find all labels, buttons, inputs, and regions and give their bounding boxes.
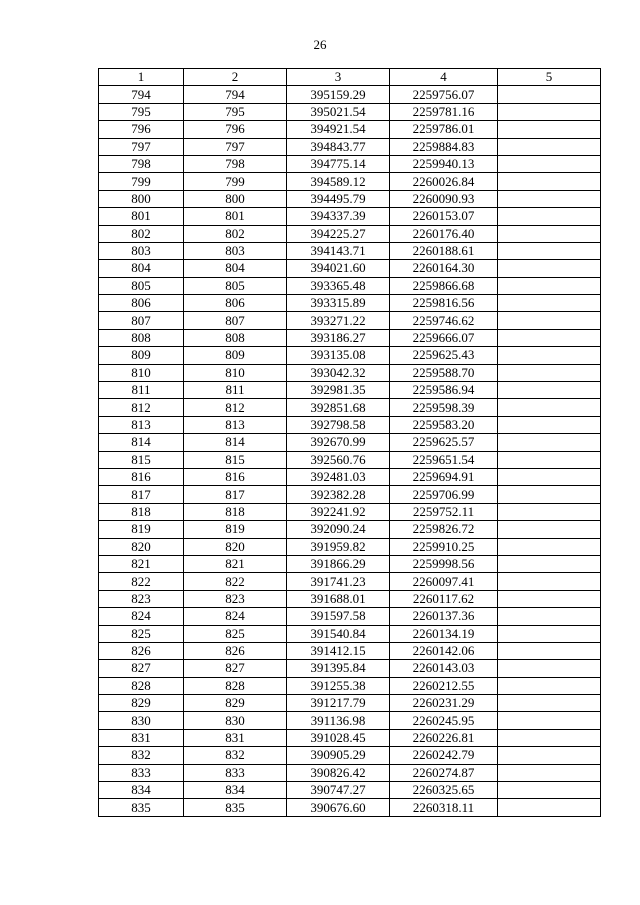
- table-cell: 817: [99, 486, 184, 503]
- table-cell: 392382.28: [287, 486, 390, 503]
- table-row: [99, 399, 601, 416]
- table-cell: 2259884.83: [390, 138, 498, 155]
- table-cell: 2260318.11: [390, 799, 498, 816]
- table-row: [99, 382, 601, 399]
- table-row: [99, 434, 601, 451]
- table-cell: [498, 764, 601, 781]
- table-cell: 800: [184, 190, 287, 207]
- table-row: [99, 695, 601, 712]
- table-row: [99, 590, 601, 607]
- table-cell: 2259816.56: [390, 295, 498, 312]
- table-cell: 391395.84: [287, 660, 390, 677]
- table-cell: 826: [99, 642, 184, 659]
- table-cell: 807: [99, 312, 184, 329]
- table-cell: 2260226.81: [390, 729, 498, 746]
- table-cell: 815: [99, 451, 184, 468]
- table-cell: 390826.42: [287, 764, 390, 781]
- table-cell: 795: [99, 103, 184, 120]
- table-cell: 805: [99, 277, 184, 294]
- table-cell: 824: [99, 608, 184, 625]
- table-cell: 797: [184, 138, 287, 155]
- table-cell: 394143.71: [287, 242, 390, 259]
- table-cell: [498, 712, 601, 729]
- table-cell: 394021.60: [287, 260, 390, 277]
- table-cell: 391540.84: [287, 625, 390, 642]
- table-cell: 794: [184, 86, 287, 103]
- table-cell: 2259706.99: [390, 486, 498, 503]
- table-cell: 2260026.84: [390, 173, 498, 190]
- table-cell: 822: [184, 573, 287, 590]
- table-cell: 2259583.20: [390, 416, 498, 433]
- table-row: [99, 660, 601, 677]
- table-cell: 804: [99, 260, 184, 277]
- table-cell: 818: [99, 503, 184, 520]
- table-cell: 810: [184, 364, 287, 381]
- table-cell: [498, 242, 601, 259]
- table-header-row: [99, 69, 601, 86]
- table-cell: 834: [99, 782, 184, 799]
- table-cell: 2259910.25: [390, 538, 498, 555]
- table-cell: 832: [184, 747, 287, 764]
- table-row: [99, 86, 601, 103]
- table-row: [99, 538, 601, 555]
- table-cell: 798: [184, 155, 287, 172]
- table-cell: 796: [99, 121, 184, 138]
- table-cell: 390747.27: [287, 782, 390, 799]
- table-cell: 795: [184, 103, 287, 120]
- table-cell: 390676.60: [287, 799, 390, 816]
- table-cell: 391136.98: [287, 712, 390, 729]
- table-cell: 798: [99, 155, 184, 172]
- table-row: [99, 608, 601, 625]
- column-header: 1: [99, 69, 184, 86]
- table-cell: 2259866.68: [390, 277, 498, 294]
- column-header: 3: [287, 69, 390, 86]
- table-cell: 2259586.94: [390, 382, 498, 399]
- table-row: [99, 295, 601, 312]
- table-cell: 833: [184, 764, 287, 781]
- table-row: [99, 782, 601, 799]
- table-cell: 2260274.87: [390, 764, 498, 781]
- table-cell: 821: [99, 555, 184, 572]
- table-cell: 830: [99, 712, 184, 729]
- table-cell: 2259625.57: [390, 434, 498, 451]
- table-cell: 818: [184, 503, 287, 520]
- table-cell: 825: [99, 625, 184, 642]
- table-cell: 2259598.39: [390, 399, 498, 416]
- coordinates-table: [98, 68, 601, 817]
- table-cell: 813: [184, 416, 287, 433]
- table-cell: [498, 642, 601, 659]
- column-header: 2: [184, 69, 287, 86]
- table-row: [99, 521, 601, 538]
- table-cell: 812: [99, 399, 184, 416]
- table-cell: [498, 382, 601, 399]
- table-cell: [498, 782, 601, 799]
- table-row: [99, 312, 601, 329]
- table-cell: 392670.99: [287, 434, 390, 451]
- table-cell: 2259651.54: [390, 451, 498, 468]
- table-cell: 392560.76: [287, 451, 390, 468]
- table-cell: 835: [99, 799, 184, 816]
- table-cell: 796: [184, 121, 287, 138]
- table-row: [99, 260, 601, 277]
- table-row: [99, 677, 601, 694]
- table-cell: 829: [184, 695, 287, 712]
- column-header: 4: [390, 69, 498, 86]
- table-cell: 2259752.11: [390, 503, 498, 520]
- table-cell: 816: [99, 468, 184, 485]
- table-row: [99, 155, 601, 172]
- table-cell: 2260137.36: [390, 608, 498, 625]
- table-cell: 391217.79: [287, 695, 390, 712]
- table-cell: 392241.92: [287, 503, 390, 520]
- table-cell: [498, 260, 601, 277]
- table-row: [99, 416, 601, 433]
- table-cell: [498, 608, 601, 625]
- table-cell: 2260142.06: [390, 642, 498, 659]
- table-cell: 828: [184, 677, 287, 694]
- table-cell: [498, 225, 601, 242]
- table-cell: 391028.45: [287, 729, 390, 746]
- table-row: [99, 329, 601, 346]
- table-cell: 2259998.56: [390, 555, 498, 572]
- table-row: [99, 642, 601, 659]
- table-cell: [498, 695, 601, 712]
- table-cell: [498, 434, 601, 451]
- table-cell: 2260090.93: [390, 190, 498, 207]
- table-cell: [498, 677, 601, 694]
- table-cell: [498, 121, 601, 138]
- table-row: [99, 729, 601, 746]
- table-cell: 392851.68: [287, 399, 390, 416]
- table-row: [99, 138, 601, 155]
- table-cell: 2260134.19: [390, 625, 498, 642]
- table-cell: 807: [184, 312, 287, 329]
- table-cell: 820: [184, 538, 287, 555]
- table-cell: [498, 503, 601, 520]
- table-row: [99, 486, 601, 503]
- table-cell: [498, 521, 601, 538]
- table-cell: 2259746.62: [390, 312, 498, 329]
- table-cell: 392481.03: [287, 468, 390, 485]
- table-cell: 2260143.03: [390, 660, 498, 677]
- table-cell: 391959.82: [287, 538, 390, 555]
- table-cell: [498, 660, 601, 677]
- table-cell: 391741.23: [287, 573, 390, 590]
- table-cell: 2259826.72: [390, 521, 498, 538]
- table-cell: 799: [99, 173, 184, 190]
- table-cell: 832: [99, 747, 184, 764]
- table-cell: 823: [99, 590, 184, 607]
- table-cell: 394843.77: [287, 138, 390, 155]
- table-row: [99, 468, 601, 485]
- table-cell: 830: [184, 712, 287, 729]
- table-cell: 394337.39: [287, 208, 390, 225]
- page-number: 26: [313, 37, 327, 52]
- table-cell: 2259666.07: [390, 329, 498, 346]
- table-cell: 393135.08: [287, 347, 390, 364]
- table-cell: 811: [184, 382, 287, 399]
- table-cell: 829: [99, 695, 184, 712]
- table-cell: 392981.35: [287, 382, 390, 399]
- table-cell: 821: [184, 555, 287, 572]
- table-cell: 393365.48: [287, 277, 390, 294]
- table-cell: 2259625.43: [390, 347, 498, 364]
- table-cell: [498, 329, 601, 346]
- table-cell: 394225.27: [287, 225, 390, 242]
- table-cell: 2260242.79: [390, 747, 498, 764]
- table-cell: 394921.54: [287, 121, 390, 138]
- table-cell: [498, 590, 601, 607]
- table-row: [99, 121, 601, 138]
- table-cell: [498, 86, 601, 103]
- table-cell: 809: [184, 347, 287, 364]
- table-cell: 811: [99, 382, 184, 399]
- table-cell: 391688.01: [287, 590, 390, 607]
- table-cell: 394775.14: [287, 155, 390, 172]
- table-cell: 2260153.07: [390, 208, 498, 225]
- table-cell: 834: [184, 782, 287, 799]
- table-cell: 813: [99, 416, 184, 433]
- table-row: [99, 347, 601, 364]
- table-row: [99, 503, 601, 520]
- table-row: [99, 573, 601, 590]
- table-cell: 808: [184, 329, 287, 346]
- table-cell: 393186.27: [287, 329, 390, 346]
- table-cell: [498, 312, 601, 329]
- table-cell: 392090.24: [287, 521, 390, 538]
- table-cell: [498, 729, 601, 746]
- table-cell: 394589.12: [287, 173, 390, 190]
- table-cell: 831: [99, 729, 184, 746]
- table-cell: 2260212.55: [390, 677, 498, 694]
- table-row: [99, 364, 601, 381]
- table-cell: 2260245.95: [390, 712, 498, 729]
- table-cell: 819: [99, 521, 184, 538]
- table-cell: 806: [184, 295, 287, 312]
- table-cell: 824: [184, 608, 287, 625]
- table-body: [99, 86, 601, 816]
- table-cell: [498, 399, 601, 416]
- table-cell: 391866.29: [287, 555, 390, 572]
- table-cell: [498, 103, 601, 120]
- table-cell: 825: [184, 625, 287, 642]
- table-cell: 391255.38: [287, 677, 390, 694]
- table-cell: 812: [184, 399, 287, 416]
- table-row: [99, 712, 601, 729]
- table-cell: 393271.22: [287, 312, 390, 329]
- table-cell: 827: [99, 660, 184, 677]
- table-cell: 826: [184, 642, 287, 659]
- table-row: [99, 555, 601, 572]
- table-cell: 394495.79: [287, 190, 390, 207]
- table-cell: 810: [99, 364, 184, 381]
- table-cell: 2260188.61: [390, 242, 498, 259]
- table-cell: [498, 364, 601, 381]
- table-cell: [498, 538, 601, 555]
- table-cell: 835: [184, 799, 287, 816]
- table-row: [99, 764, 601, 781]
- table-cell: 2259940.13: [390, 155, 498, 172]
- table-cell: 800: [99, 190, 184, 207]
- table-cell: 395021.54: [287, 103, 390, 120]
- table-cell: 817: [184, 486, 287, 503]
- table-cell: 391412.15: [287, 642, 390, 659]
- table-row: [99, 190, 601, 207]
- table-row: [99, 451, 601, 468]
- table-cell: 831: [184, 729, 287, 746]
- table-row: [99, 242, 601, 259]
- table-cell: 820: [99, 538, 184, 555]
- table-cell: 2259756.07: [390, 86, 498, 103]
- table-cell: 801: [99, 208, 184, 225]
- table-cell: 794: [99, 86, 184, 103]
- table-cell: 833: [99, 764, 184, 781]
- table-cell: [498, 573, 601, 590]
- table-cell: 395159.29: [287, 86, 390, 103]
- table-row: [99, 173, 601, 190]
- table-row: [99, 103, 601, 120]
- table-cell: 2259694.91: [390, 468, 498, 485]
- table-cell: 2260117.62: [390, 590, 498, 607]
- table-row: [99, 208, 601, 225]
- table-cell: 822: [99, 573, 184, 590]
- table-cell: 390905.29: [287, 747, 390, 764]
- table-row: [99, 625, 601, 642]
- table-cell: [498, 468, 601, 485]
- table-cell: 2260164.30: [390, 260, 498, 277]
- table-cell: 393315.89: [287, 295, 390, 312]
- table-cell: [498, 138, 601, 155]
- table-cell: 805: [184, 277, 287, 294]
- table-cell: 814: [184, 434, 287, 451]
- table-cell: 804: [184, 260, 287, 277]
- table-cell: 801: [184, 208, 287, 225]
- table-cell: 2260176.40: [390, 225, 498, 242]
- table-cell: [498, 295, 601, 312]
- table-cell: [498, 555, 601, 572]
- table-cell: 802: [99, 225, 184, 242]
- table-cell: 799: [184, 173, 287, 190]
- table-cell: 828: [99, 677, 184, 694]
- table-row: [99, 799, 601, 816]
- table-cell: [498, 208, 601, 225]
- table-cell: 808: [99, 329, 184, 346]
- table-cell: [498, 799, 601, 816]
- table-cell: 816: [184, 468, 287, 485]
- column-header: 5: [498, 69, 601, 86]
- table-cell: 2259786.01: [390, 121, 498, 138]
- table-cell: [498, 277, 601, 294]
- table-cell: 2260231.29: [390, 695, 498, 712]
- table-cell: [498, 347, 601, 364]
- table-cell: 809: [99, 347, 184, 364]
- table-cell: [498, 416, 601, 433]
- table-cell: [498, 486, 601, 503]
- table-cell: [498, 625, 601, 642]
- table-cell: 393042.32: [287, 364, 390, 381]
- table-cell: 802: [184, 225, 287, 242]
- table-cell: 823: [184, 590, 287, 607]
- table-cell: 2260325.65: [390, 782, 498, 799]
- table-cell: 2259781.16: [390, 103, 498, 120]
- table-row: [99, 277, 601, 294]
- table-cell: 803: [184, 242, 287, 259]
- table-cell: 806: [99, 295, 184, 312]
- table-cell: 392798.58: [287, 416, 390, 433]
- table-cell: 803: [99, 242, 184, 259]
- table-cell: [498, 190, 601, 207]
- table-cell: [498, 451, 601, 468]
- table-cell: 2259588.70: [390, 364, 498, 381]
- table-cell: [498, 155, 601, 172]
- table-cell: 819: [184, 521, 287, 538]
- table-cell: 797: [99, 138, 184, 155]
- table-cell: [498, 747, 601, 764]
- table-cell: 814: [99, 434, 184, 451]
- table-cell: 815: [184, 451, 287, 468]
- table-row: [99, 747, 601, 764]
- table-cell: 827: [184, 660, 287, 677]
- table-cell: [498, 173, 601, 190]
- table-cell: 2260097.41: [390, 573, 498, 590]
- table-row: [99, 225, 601, 242]
- table-cell: 391597.58: [287, 608, 390, 625]
